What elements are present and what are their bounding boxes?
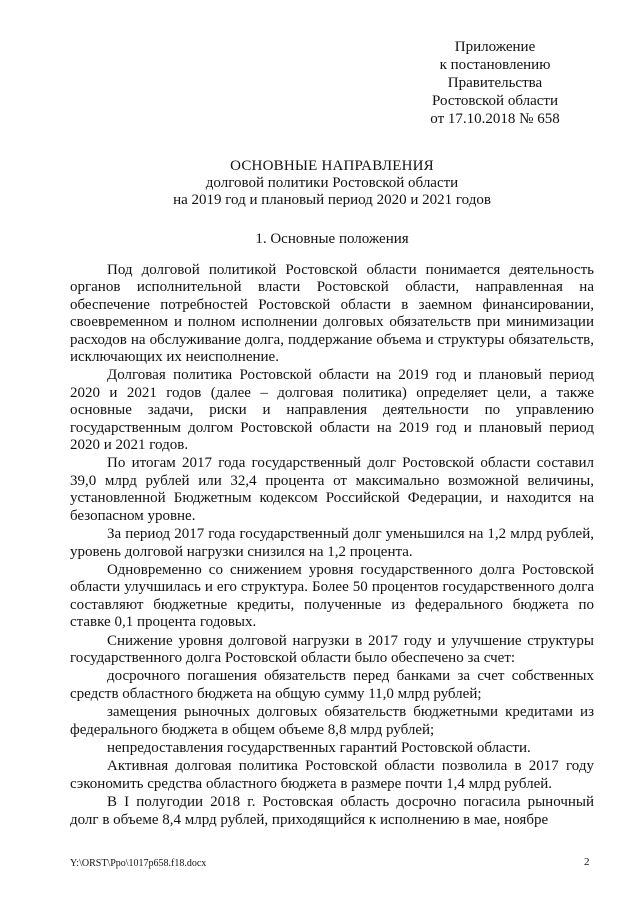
title-line-subject: долговой политики Ростовской области (205, 175, 459, 191)
paragraph: Долговая политика Ростовской области на 2019 год и плановый период 2020 и 2021 годов (далее – долговая политика) определяет цели, а также основные задачи, риски и направления деятельности по управлению государственным долгом Ростовской области на 2019 год и плановый период 2020 и 2021 годов. (70, 367, 594, 454)
annex-line: Ростовской области (432, 93, 558, 109)
annex-line: Правительства (447, 75, 543, 91)
annex-line: от 17.10.2018 № 658 (430, 111, 560, 127)
document-title (70, 158, 594, 209)
paragraph: непредоставления государственных гарантий Ростовской области. (107, 739, 531, 756)
paragraph: Активная долговая политика Ростовской области позволила в 2017 году сэкономить средства областного бюджета в размере почти 1,4 млрд рублей. (70, 758, 594, 792)
paragraph: замещения рыночных долговых обязательств бюджетными кредитами из федерального бюджета в общем объеме 8,8 млрд рублей; (70, 704, 594, 738)
annex-line: Приложение (454, 39, 536, 55)
annex-line: к постановлению (439, 57, 551, 73)
section-heading: 1. Основные положения (255, 231, 409, 247)
paragraph: В I полугодии 2018 г. Ростовская область досрочно погасила рыночный долг в объеме 8,4 млрд рублей, приходящийся к исполнению в мае, ноябре (70, 794, 594, 828)
paragraph: Одновременно со снижением уровня государственного долга Ростовской области улучшилась и его структура. Более 50 процентов государственного долга составляют бюджетные кредиты, полученные из федерального бюджета по ставке 0,1 процента годовых. (70, 561, 594, 631)
body-text (70, 262, 594, 830)
paragraph: Под долговой политикой Ростовской области понимается деятельность органов исполнительной власти Ростовской области, направленная на обеспечение потребностей Ростовской области в заемном финансировании, своевременном и полном исполнении долговых обязательств при минимизации расходов на обслуживание долга, поддержание объема и структуры обязательств, исключающих их неисполнение. (70, 262, 594, 366)
paragraph: За период 2017 года государственный долг уменьшился на 1,2 млрд рублей, уровень долговой нагрузки снизился на 1,2 процента. (70, 526, 594, 560)
page-number: 2 (584, 856, 590, 868)
title-line-main: ОСНОВНЫЕ НАПРАВЛЕНИЯ (230, 158, 434, 174)
title-line-period: на 2019 год и плановый период 2020 и 2021 годов (173, 192, 491, 208)
paragraph: Снижение уровня долговой нагрузки в 2017 году и улучшение структуры государственного долга Ростовской области было обеспечено за счет: (70, 632, 594, 666)
paragraph: По итогам 2017 года государственный долг Ростовской области составил 39,0 млрд рублей или 32,4 процента от максимально возможной величины, установленной Бюджетным кодексом Российской Федерации, и находится на безопасном уровне. (70, 455, 594, 524)
paragraph: досрочного погашения обязательств перед банками за счет собственных средств областного бюджета на общую сумму 11,0 млрд рублей; (70, 668, 594, 702)
footer-file-path: Y:\ORST\Ppo\1017p658.f18.docx (70, 858, 207, 869)
annex-block (400, 38, 590, 128)
